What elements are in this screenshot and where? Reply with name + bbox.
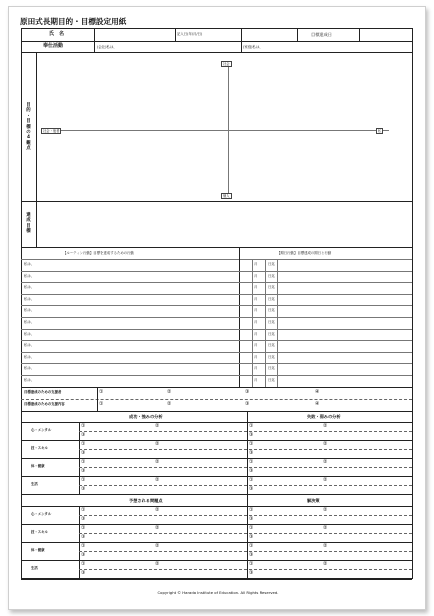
axis-right-label: 私	[378, 129, 382, 133]
item-num: ①	[81, 441, 86, 447]
routine-row-day: 日迄	[268, 354, 275, 359]
routine-row-month: 月	[254, 331, 258, 336]
rule	[265, 271, 266, 283]
rule	[277, 363, 278, 375]
rule	[252, 340, 253, 352]
rule	[21, 524, 412, 525]
rule	[97, 387, 98, 411]
item-num: ③	[81, 486, 86, 492]
routine-row-month: 月	[254, 354, 258, 359]
rule	[79, 551, 412, 552]
rule	[247, 495, 248, 578]
support-person-num: ②	[167, 389, 172, 395]
rule	[21, 271, 412, 272]
routine-row-day: 日迄	[268, 378, 275, 382]
rule	[79, 515, 412, 516]
rule	[21, 294, 412, 295]
rule	[21, 247, 412, 248]
rule	[265, 375, 266, 387]
rule	[265, 352, 266, 364]
rule	[252, 329, 253, 341]
rule	[79, 569, 412, 570]
rule	[94, 28, 95, 52]
item-num: ①	[249, 507, 254, 513]
axis-left-label: 社会・他者	[43, 129, 60, 133]
support-content-num: ①	[99, 401, 104, 407]
item-num: ③	[249, 468, 254, 474]
item-num: ②	[155, 441, 160, 447]
category-label: 心・メンタル	[31, 512, 52, 516]
rule	[21, 352, 412, 353]
routine-row-month: 月	[254, 366, 258, 371]
analysis-header-right: 失敗・弱みの分析	[307, 414, 341, 419]
rule	[277, 282, 278, 294]
item-num: ③	[81, 468, 86, 474]
frame-left	[21, 28, 22, 579]
rule	[252, 259, 253, 271]
rule	[265, 305, 266, 317]
rule	[252, 305, 253, 317]
support-content-num: ③	[245, 401, 250, 407]
rule	[277, 340, 278, 352]
support-content-num: ④	[315, 401, 320, 407]
category-label: 心・メンタル	[31, 428, 52, 432]
item-num: ①	[249, 459, 254, 465]
rule	[247, 411, 248, 494]
item-num: ③	[81, 534, 86, 540]
rule	[252, 363, 253, 375]
item-num: ①	[81, 543, 86, 549]
item-num: ①	[81, 423, 86, 429]
item-num: ①	[81, 477, 86, 483]
item-num: ①	[249, 543, 254, 549]
rule	[21, 579, 412, 580]
item-num: ①	[249, 441, 254, 447]
rule	[21, 542, 412, 543]
service-family-label: (家庭)私は、	[243, 45, 263, 49]
routine-row-prefix: 私は、	[24, 366, 35, 371]
rule	[21, 317, 412, 318]
routine-row-month: 月	[254, 320, 258, 324]
item-num: ③	[249, 486, 254, 492]
item-num: ②	[323, 441, 328, 447]
routine-row-day: 日迄	[268, 285, 275, 290]
rule	[297, 28, 298, 41]
rule	[21, 259, 412, 260]
support-person-num: ③	[245, 389, 250, 395]
category-label: 技・スキル	[31, 530, 48, 534]
service-company-label: (会社)私は、	[97, 45, 117, 49]
routine-row-day: 日迄	[268, 331, 275, 336]
item-num: ①	[81, 459, 86, 465]
category-label: 体・健康	[31, 464, 45, 468]
rule	[252, 294, 253, 306]
rule	[252, 271, 253, 283]
item-num: ③	[249, 432, 254, 438]
rule	[79, 533, 412, 534]
rule	[265, 282, 266, 294]
routine-row-prefix: 私は、	[24, 273, 35, 278]
item-num: ②	[323, 423, 328, 429]
routine-row-month: 月	[254, 262, 258, 266]
rule	[36, 52, 37, 247]
routine-row-prefix: 私は、	[24, 331, 35, 336]
rule	[252, 375, 253, 387]
period-header: 【期日行動】目標達成の期日と行動	[277, 251, 332, 255]
rule	[21, 440, 412, 441]
item-num: ③	[249, 534, 254, 540]
item-num: ②	[323, 561, 328, 567]
routine-row-prefix: 私は、	[24, 308, 35, 313]
routine-row-month: 月	[254, 343, 258, 348]
rule	[277, 375, 278, 387]
rule	[79, 431, 412, 432]
rule	[277, 294, 278, 306]
item-num: ③	[249, 552, 254, 558]
item-num: ③	[249, 570, 254, 576]
support-content-num: ②	[167, 401, 172, 407]
rule	[21, 494, 412, 495]
support-person-num: ④	[315, 389, 320, 395]
routine-row-day: 日迄	[268, 296, 275, 301]
routine-row-month: 月	[254, 308, 258, 313]
copyright: Copyright © Harada Institute of Education. All Rights Reserved.	[157, 590, 279, 595]
routine-header: 【ルーティン行動】目標を達成するための行動	[63, 251, 134, 255]
routine-row-day: 日迄	[268, 308, 275, 313]
rule	[21, 560, 412, 561]
rule	[21, 201, 412, 202]
routine-row-day: 日迄	[268, 273, 275, 278]
routine-row-month: 月	[254, 296, 258, 301]
rule	[277, 329, 278, 341]
item-num: ②	[323, 507, 328, 513]
item-num: ②	[155, 543, 160, 549]
item-num: ①	[249, 423, 254, 429]
item-num: ②	[155, 507, 160, 513]
routine-row-month: 月	[254, 285, 258, 290]
item-num: ①	[81, 507, 86, 513]
axis-top-label: 社会	[223, 62, 230, 66]
analysis-header-left: 予想される問題点	[129, 498, 163, 503]
horizontal-axis	[45, 130, 389, 131]
rule	[277, 317, 278, 329]
item-num: ①	[81, 561, 86, 567]
routine-row-prefix: 私は、	[24, 320, 35, 324]
item-num: ③	[81, 552, 86, 558]
routine-row-prefix: 私は、	[24, 343, 35, 348]
rule	[252, 317, 253, 329]
rule	[175, 28, 176, 41]
rule	[265, 340, 266, 352]
rule	[21, 458, 412, 459]
routine-row-day: 日迄	[268, 343, 275, 348]
rule	[21, 329, 412, 330]
routine-row-month: 月	[254, 378, 258, 382]
support-person-label: 目標達成のための支援者	[24, 390, 62, 394]
routine-row-prefix: 私は、	[24, 378, 35, 382]
rule	[79, 467, 412, 468]
item-num: ③	[81, 432, 86, 438]
analysis-header-right: 解決策	[307, 498, 320, 503]
support-person-num: ①	[99, 389, 104, 395]
rule	[21, 399, 412, 400]
rule	[265, 294, 266, 306]
item-num: ②	[155, 561, 160, 567]
rule	[277, 305, 278, 317]
routine-row-prefix: 私は、	[24, 354, 35, 359]
form-sheet	[8, 6, 426, 610]
item-num: ③	[81, 450, 86, 456]
routine-row-prefix: 私は、	[24, 296, 35, 301]
rule	[265, 317, 266, 329]
item-num: ③	[249, 450, 254, 456]
rule	[265, 329, 266, 341]
rule	[21, 387, 412, 388]
item-num: ②	[155, 525, 160, 531]
category-label: 生活	[31, 566, 38, 570]
rule	[21, 375, 412, 376]
routine-row-month: 月	[254, 273, 258, 278]
routine-row-day: 日迄	[268, 320, 275, 324]
item-num: ③	[249, 516, 254, 522]
item-num: ②	[155, 459, 160, 465]
rule	[21, 340, 412, 341]
item-num: ①	[249, 561, 254, 567]
support-content-label: 目標達成のための支援内容	[24, 402, 65, 406]
item-num: ②	[323, 525, 328, 531]
routine-row-prefix: 私は、	[24, 285, 35, 290]
rule	[265, 259, 266, 271]
category-label: 体・健康	[31, 548, 45, 552]
achieve-date-label: 目標達成日	[311, 32, 332, 37]
rule	[277, 271, 278, 283]
rule	[252, 352, 253, 364]
rule	[21, 41, 412, 42]
rule	[21, 476, 412, 477]
routine-row-prefix: 私は、	[24, 262, 35, 266]
rule	[241, 28, 242, 52]
name-label: 氏 名	[49, 31, 65, 37]
item-num: ②	[155, 477, 160, 483]
rule	[79, 449, 412, 450]
item-num: ②	[323, 543, 328, 549]
rule	[21, 52, 412, 53]
item-num: ②	[323, 477, 328, 483]
date-label: 記入日(年/月/日)	[177, 32, 203, 36]
rule	[252, 282, 253, 294]
routine-row-day: 日迄	[268, 366, 275, 371]
rule	[21, 411, 412, 412]
item-num: ②	[323, 459, 328, 465]
goal-side-label: 目 的 ・ 目 標 の 4 観 点	[26, 103, 31, 152]
rule	[21, 282, 412, 283]
item-num: ③	[81, 570, 86, 576]
rule	[21, 363, 412, 364]
category-label: 生活	[31, 482, 38, 486]
rule	[79, 485, 412, 486]
analysis-header-left: 成功・強みの分析	[129, 414, 163, 419]
rule	[21, 305, 412, 306]
rule	[359, 28, 360, 41]
item-num: ①	[249, 525, 254, 531]
item-num: ③	[81, 516, 86, 522]
rule	[277, 352, 278, 364]
axis-bottom-label: 個人	[223, 194, 230, 198]
routine-row-day: 日迄	[268, 262, 275, 266]
rule	[265, 363, 266, 375]
item-num: ①	[249, 477, 254, 483]
item-num: ①	[81, 525, 86, 531]
form-title: 原田式長期目的・目標設定用紙	[20, 17, 127, 26]
rule	[277, 259, 278, 271]
category-label: 技・スキル	[31, 446, 48, 450]
annual-goal-label: 達 成 目 標	[26, 213, 31, 235]
service-label: 奉仕活動	[43, 43, 64, 49]
rule	[21, 28, 412, 29]
item-num: ②	[155, 423, 160, 429]
frame-right	[412, 28, 413, 579]
